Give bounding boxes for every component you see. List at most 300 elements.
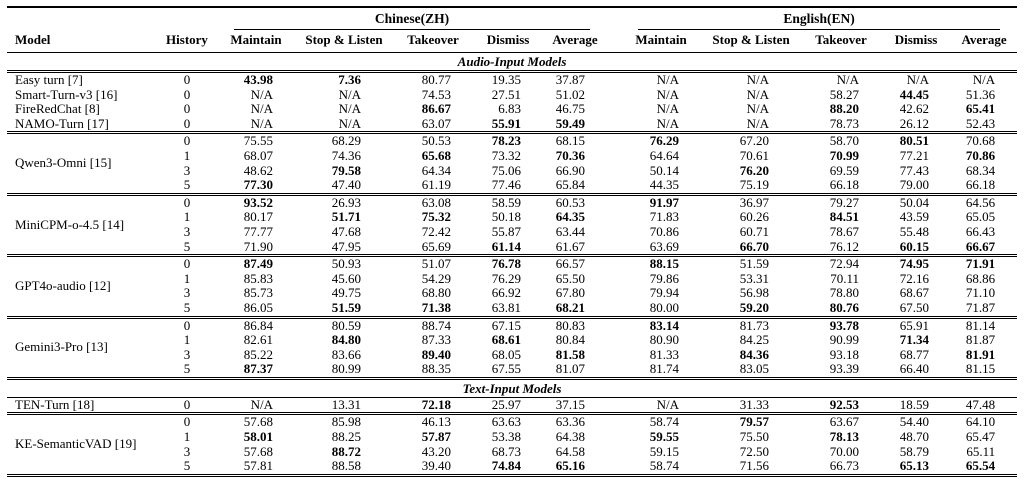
model-name-cell: TEN-Turn [18]	[15, 397, 95, 412]
metric-cell: 53.31	[739, 271, 770, 286]
table-row	[7, 149, 1017, 164]
metric-cell: 82.61	[243, 333, 273, 348]
table-row	[7, 333, 1017, 348]
metric-cell: 72.50	[739, 444, 770, 459]
column-header-en-maintain: Maintain	[621, 30, 701, 53]
metric-cell: 60.53	[543, 194, 607, 210]
table-row	[7, 430, 1017, 445]
model-name-cell: GPT4o-audio [12]	[7, 256, 157, 317]
metric-cell: 63.08	[393, 194, 473, 210]
metric-cell: 83.66	[331, 347, 361, 362]
metric-cell: 36.97	[701, 194, 801, 210]
metric-cell: 88.74	[393, 317, 473, 333]
metric-cell: 63.36	[543, 414, 607, 430]
en-group-label: English(EN)	[638, 10, 1000, 30]
metric-cell: 81.33	[649, 347, 680, 362]
gap-spacer	[607, 194, 621, 210]
gap-spacer	[607, 286, 621, 301]
metric-cell: 78.73	[829, 116, 860, 131]
metric-cell: 37.15	[555, 397, 586, 412]
metric-cell: 57.68	[217, 414, 295, 430]
metric-cell: 37.87	[555, 72, 586, 87]
metric-cell: 54.40	[881, 414, 951, 430]
metric-cell: 68.77	[899, 347, 930, 362]
metric-cell: 75.06	[491, 163, 521, 178]
metric-cell: 68.61	[491, 333, 521, 348]
metric-cell: 79.00	[899, 178, 930, 193]
column-header-en-average: Average	[951, 30, 1017, 53]
metric-cell: 66.73	[829, 459, 860, 474]
metric-cell: 58.79	[899, 444, 930, 459]
history-cell: 1	[183, 430, 191, 445]
metric-cell: 91.97	[621, 194, 701, 210]
gap-spacer	[607, 362, 621, 378]
metric-cell: 85.22	[243, 347, 273, 362]
model-name-cell: NAMO-Turn [17]	[15, 116, 109, 131]
metric-cell: 63.67	[801, 414, 881, 430]
metric-cell: 87.37	[243, 362, 273, 377]
metric-cell: 70.68	[951, 133, 1017, 149]
column-header-history: History	[157, 30, 217, 53]
metric-cell: 53.38	[491, 430, 521, 445]
table-header	[7, 7, 1017, 53]
metric-cell: 66.18	[829, 178, 860, 193]
table-row	[7, 194, 1017, 210]
metric-cell: 61.19	[421, 178, 451, 193]
column-header-zh-dismiss: Dismiss	[473, 30, 543, 53]
gap-spacer	[607, 348, 621, 363]
metric-cell: 83.14	[621, 317, 701, 333]
section-label-row	[7, 378, 1017, 397]
table-row	[7, 286, 1017, 301]
metric-cell: 92.53	[829, 397, 860, 412]
metric-cell: 76.20	[739, 163, 770, 178]
history-cell: 3	[183, 444, 191, 459]
history-cell: 5	[183, 459, 191, 474]
metric-cell: 31.33	[739, 397, 770, 412]
metric-cell: 71.91	[951, 256, 1017, 272]
metric-cell: 84.36	[739, 347, 770, 362]
table-row	[7, 178, 1017, 194]
table-row	[7, 117, 1017, 133]
metric-cell: 88.15	[621, 256, 701, 272]
metric-cell: 46.13	[393, 414, 473, 430]
metric-cell: 43.20	[421, 444, 451, 459]
metric-cell: 71.83	[649, 210, 680, 225]
metric-cell: N/A	[972, 72, 996, 87]
column-header-en-dismiss: Dismiss	[881, 30, 951, 53]
gap-spacer	[607, 414, 621, 430]
history-cell: 0	[157, 194, 217, 210]
metric-cell: 65.47	[965, 430, 996, 445]
metric-cell: 48.62	[243, 163, 273, 178]
metric-cell: 66.40	[899, 362, 930, 377]
model-name-cell: Smart-Turn-v3 [16]	[15, 87, 118, 102]
gap-spacer	[607, 178, 621, 194]
metric-cell: 43.59	[899, 210, 930, 225]
gap-spacer	[607, 272, 621, 287]
gap-spacer	[607, 72, 621, 88]
metric-cell: 63.69	[649, 239, 680, 254]
metric-cell: 71.87	[965, 300, 996, 315]
metric-cell: 54.29	[421, 271, 451, 286]
metric-cell: 80.17	[243, 210, 273, 225]
table-body	[7, 53, 1017, 476]
metric-cell: 83.05	[739, 362, 770, 377]
gap-spacer	[607, 210, 621, 225]
metric-cell: 93.78	[801, 317, 881, 333]
metric-cell: 66.90	[555, 163, 586, 178]
history-cell: 5	[183, 178, 191, 193]
table-row	[7, 133, 1017, 149]
metric-cell: 81.74	[649, 362, 680, 377]
history-cell: 0	[157, 317, 217, 333]
metric-cell: 86.05	[243, 300, 273, 315]
metric-cell: 79.58	[331, 163, 361, 178]
metric-cell: 84.51	[829, 210, 860, 225]
table-row	[7, 225, 1017, 240]
history-cell: 0	[157, 256, 217, 272]
gap-spacer	[607, 240, 621, 256]
metric-cell: 64.35	[555, 210, 586, 225]
metric-cell: 80.00	[649, 300, 680, 315]
history-cell: 0	[183, 102, 191, 117]
gap-spacer	[607, 397, 621, 414]
metric-cell: 47.48	[965, 397, 996, 412]
metric-cell: 50.93	[295, 256, 393, 272]
metric-cell: N/A	[338, 87, 361, 102]
history-cell: 1	[183, 333, 191, 348]
metric-cell: 85.83	[243, 271, 273, 286]
metric-cell: 74.84	[491, 459, 521, 474]
metric-cell: 77.30	[243, 178, 273, 193]
history-cell: 0	[183, 87, 191, 102]
table-row	[7, 445, 1017, 460]
history-cell: 3	[183, 347, 191, 362]
metric-cell: 77.46	[491, 178, 521, 193]
history-cell: 5	[183, 362, 191, 377]
history-cell: 5	[183, 300, 191, 315]
metric-cell: 57.68	[243, 444, 273, 459]
metric-cell: N/A	[746, 87, 770, 102]
metric-cell: 18.59	[899, 397, 930, 412]
metric-cell: 51.02	[555, 87, 586, 102]
model-name-cell: Qwen3-Omni [15]	[7, 133, 157, 194]
metric-cell: 77.43	[899, 163, 930, 178]
history-cell: 0	[183, 72, 191, 87]
metric-cell: 61.14	[491, 239, 521, 254]
model-name-cell: Gemini3-Pro [13]	[7, 317, 157, 378]
table-row	[7, 301, 1017, 317]
metric-cell: 63.63	[473, 414, 543, 430]
metric-cell: 58.59	[473, 194, 543, 210]
metric-cell: 47.40	[331, 178, 361, 193]
results-table	[7, 6, 1017, 477]
metric-cell: 71.56	[739, 459, 770, 474]
metric-cell: 52.43	[965, 116, 996, 131]
metric-cell: 51.07	[393, 256, 473, 272]
metric-cell: 70.86	[649, 224, 680, 239]
metric-cell: 71.34	[899, 333, 930, 348]
model-name-cell: FireRedChat [8]	[15, 102, 100, 117]
metric-cell: 81.91	[965, 347, 996, 362]
table-row	[7, 88, 1017, 103]
metric-cell: 50.04	[881, 194, 951, 210]
metric-cell: 60.71	[739, 224, 770, 239]
metric-cell: 50.53	[393, 133, 473, 149]
metric-cell: 72.16	[899, 271, 930, 286]
metric-cell: 81.58	[555, 347, 586, 362]
metric-cell: 81.07	[555, 362, 586, 377]
metric-cell: 58.74	[649, 459, 680, 474]
metric-cell: 63.81	[491, 300, 521, 315]
metric-cell: 88.58	[331, 459, 361, 474]
history-cell: 0	[183, 116, 191, 131]
history-cell: 3	[183, 286, 191, 301]
metric-cell: 51.36	[965, 87, 996, 102]
zh-group-header	[217, 7, 607, 30]
gap-spacer	[607, 430, 621, 445]
metric-cell: N/A	[656, 397, 680, 412]
header-spacer	[7, 7, 217, 30]
metric-cell: 68.29	[295, 133, 393, 149]
metric-cell: N/A	[746, 72, 770, 87]
metric-cell: 79.57	[701, 414, 801, 430]
metric-cell: N/A	[250, 102, 273, 117]
metric-cell: 59.55	[649, 430, 680, 445]
table-row	[7, 317, 1017, 333]
metric-cell: 26.12	[899, 116, 930, 131]
metric-cell: 75.19	[739, 178, 770, 193]
metric-cell: 80.83	[543, 317, 607, 333]
column-header-zh-maintain: Maintain	[217, 30, 295, 53]
metric-cell: 76.29	[491, 271, 521, 286]
metric-cell: 78.23	[473, 133, 543, 149]
metric-cell: 65.69	[421, 239, 451, 254]
metric-cell: 64.56	[951, 194, 1017, 210]
metric-cell: 74.53	[421, 87, 451, 102]
gap-spacer	[607, 445, 621, 460]
metric-cell: 65.41	[965, 102, 996, 117]
metric-cell: 55.91	[491, 116, 521, 131]
metric-cell: 51.71	[331, 210, 361, 225]
model-name-cell: MiniCPM-o-4.5 [14]	[7, 194, 157, 255]
metric-cell: 65.16	[555, 459, 586, 474]
metric-cell: 87.33	[421, 333, 451, 348]
column-header-en-takeover: Takeover	[801, 30, 881, 53]
metric-cell: 47.95	[331, 239, 361, 254]
metric-cell: 49.75	[331, 286, 361, 301]
column-header-zh-stop-listen: Stop & Listen	[295, 30, 393, 53]
metric-cell: 65.13	[899, 459, 930, 474]
metric-cell: 64.58	[555, 444, 586, 459]
metric-cell: 73.32	[491, 148, 521, 163]
table-row	[7, 459, 1017, 475]
metric-cell: 42.62	[899, 102, 930, 117]
metric-cell: 64.64	[649, 148, 680, 163]
metric-cell: N/A	[656, 87, 680, 102]
metric-cell: 80.51	[881, 133, 951, 149]
column-header-zh-takeover: Takeover	[393, 30, 473, 53]
metric-cell: 72.42	[421, 224, 451, 239]
column-header-en-stop-listen: Stop & Listen	[701, 30, 801, 53]
table-row	[7, 240, 1017, 256]
metric-cell: N/A	[906, 72, 930, 87]
metric-cell: 51.59	[331, 300, 361, 315]
metric-cell: 63.44	[555, 224, 586, 239]
metric-cell: 89.40	[421, 347, 451, 362]
metric-cell: 56.98	[739, 286, 770, 301]
metric-cell: 76.12	[829, 239, 860, 254]
gap-spacer	[607, 225, 621, 240]
table-row	[7, 414, 1017, 430]
metric-cell: 93.52	[217, 194, 295, 210]
metric-cell: N/A	[250, 116, 273, 131]
metric-cell: 67.15	[473, 317, 543, 333]
metric-cell: 58.70	[801, 133, 881, 149]
metric-cell: 67.80	[555, 286, 586, 301]
metric-cell: 68.86	[965, 271, 996, 286]
metric-cell: 70.61	[739, 148, 770, 163]
metric-cell: 59.49	[555, 116, 586, 131]
metric-cell: 44.45	[899, 87, 930, 102]
metric-cell: 71.38	[421, 300, 451, 315]
history-cell: 0	[157, 133, 217, 149]
metric-cell: 70.00	[829, 444, 860, 459]
metric-cell: 79.94	[649, 286, 680, 301]
metric-cell: 65.68	[421, 148, 451, 163]
metric-cell: 72.18	[421, 397, 451, 412]
metric-cell: 84.80	[331, 333, 361, 348]
metric-cell: 72.94	[801, 256, 881, 272]
metric-cell: 71.10	[965, 286, 996, 301]
metric-cell: 88.35	[421, 362, 451, 377]
metric-cell: N/A	[656, 116, 680, 131]
metric-cell: 88.25	[331, 430, 361, 445]
metric-cell: 27.51	[491, 87, 521, 102]
section-label: Audio-Input Models	[7, 53, 1017, 72]
column-header-zh-average: Average	[543, 30, 607, 53]
metric-cell: N/A	[338, 116, 361, 131]
history-cell: 3	[183, 163, 191, 178]
metric-cell: N/A	[250, 87, 273, 102]
metric-cell: 90.99	[829, 333, 860, 348]
column-header-row	[7, 30, 1017, 53]
metric-cell: 85.73	[243, 286, 273, 301]
metric-cell: 69.59	[829, 163, 860, 178]
metric-cell: 51.59	[701, 256, 801, 272]
metric-cell: 6.83	[498, 102, 521, 117]
metric-cell: 87.49	[217, 256, 295, 272]
gap-spacer	[607, 301, 621, 317]
table-row	[7, 72, 1017, 88]
metric-cell: 80.77	[421, 72, 451, 87]
model-name-cell: Easy turn [7]	[15, 72, 83, 87]
zh-group-label: Chinese(ZH)	[234, 10, 590, 30]
metric-cell: 43.98	[243, 72, 273, 87]
metric-cell: 79.86	[649, 271, 680, 286]
metric-cell: 88.20	[829, 102, 860, 117]
metric-cell: 47.68	[331, 224, 361, 239]
metric-cell: 74.36	[331, 148, 361, 163]
metric-cell: 70.86	[965, 148, 996, 163]
metric-cell: 77.21	[899, 148, 930, 163]
gap-spacer	[607, 164, 621, 179]
history-cell: 1	[183, 148, 191, 163]
metric-cell: 60.15	[899, 239, 930, 254]
history-cell: 0	[183, 397, 191, 412]
metric-cell: 68.67	[899, 286, 930, 301]
metric-cell: 81.15	[965, 362, 996, 377]
model-name-cell: KE-SemanticVAD [19]	[7, 414, 157, 475]
metric-cell: 78.67	[829, 224, 860, 239]
language-group-header-row	[7, 7, 1017, 30]
metric-cell: 86.84	[217, 317, 295, 333]
gap-spacer	[607, 133, 621, 149]
table-row	[7, 397, 1017, 414]
metric-cell: 46.75	[555, 102, 586, 117]
table-row	[7, 272, 1017, 287]
table-row	[7, 210, 1017, 225]
metric-cell: 66.18	[965, 178, 996, 193]
gap-spacer	[607, 102, 621, 117]
metric-cell: 45.60	[331, 271, 361, 286]
metric-cell: 25.97	[491, 397, 521, 412]
metric-cell: 39.40	[421, 459, 451, 474]
metric-cell: 75.50	[739, 430, 770, 445]
gap-spacer	[607, 256, 621, 272]
en-group-header	[621, 7, 1017, 30]
metric-cell: 80.99	[331, 362, 361, 377]
metric-cell: 65.54	[965, 459, 996, 474]
metric-cell: 50.18	[491, 210, 521, 225]
metric-cell: 76.78	[473, 256, 543, 272]
metric-cell: N/A	[746, 116, 770, 131]
metric-cell: 68.73	[491, 444, 521, 459]
metric-cell: 71.90	[243, 239, 273, 254]
metric-cell: 61.67	[555, 239, 586, 254]
metric-cell: 81.14	[951, 317, 1017, 333]
metric-cell: 66.43	[965, 224, 996, 239]
table-row	[7, 348, 1017, 363]
column-header-model: Model	[7, 30, 157, 53]
metric-cell: 93.39	[829, 362, 860, 377]
metric-cell: 68.34	[965, 163, 996, 178]
metric-cell: 58.27	[829, 87, 860, 102]
metric-cell: 93.18	[829, 347, 860, 362]
metric-cell: 57.81	[243, 459, 273, 474]
metric-cell: 48.70	[899, 430, 930, 445]
metric-cell: 13.31	[331, 397, 361, 412]
metric-cell: 65.05	[965, 210, 996, 225]
metric-cell: 58.74	[621, 414, 701, 430]
metric-cell: 67.50	[899, 300, 930, 315]
metric-cell: 68.15	[543, 133, 607, 149]
gap-spacer	[607, 88, 621, 103]
table-row	[7, 256, 1017, 272]
history-cell: 1	[183, 271, 191, 286]
metric-cell: 88.72	[331, 444, 361, 459]
table-row	[7, 102, 1017, 117]
metric-cell: N/A	[656, 102, 680, 117]
metric-cell: N/A	[836, 72, 860, 87]
gap-spacer	[607, 117, 621, 133]
metric-cell: 68.80	[421, 286, 451, 301]
metric-cell: 84.25	[739, 333, 770, 348]
metric-cell: 77.77	[243, 224, 273, 239]
metric-cell: 66.57	[543, 256, 607, 272]
metric-cell: 78.13	[829, 430, 860, 445]
